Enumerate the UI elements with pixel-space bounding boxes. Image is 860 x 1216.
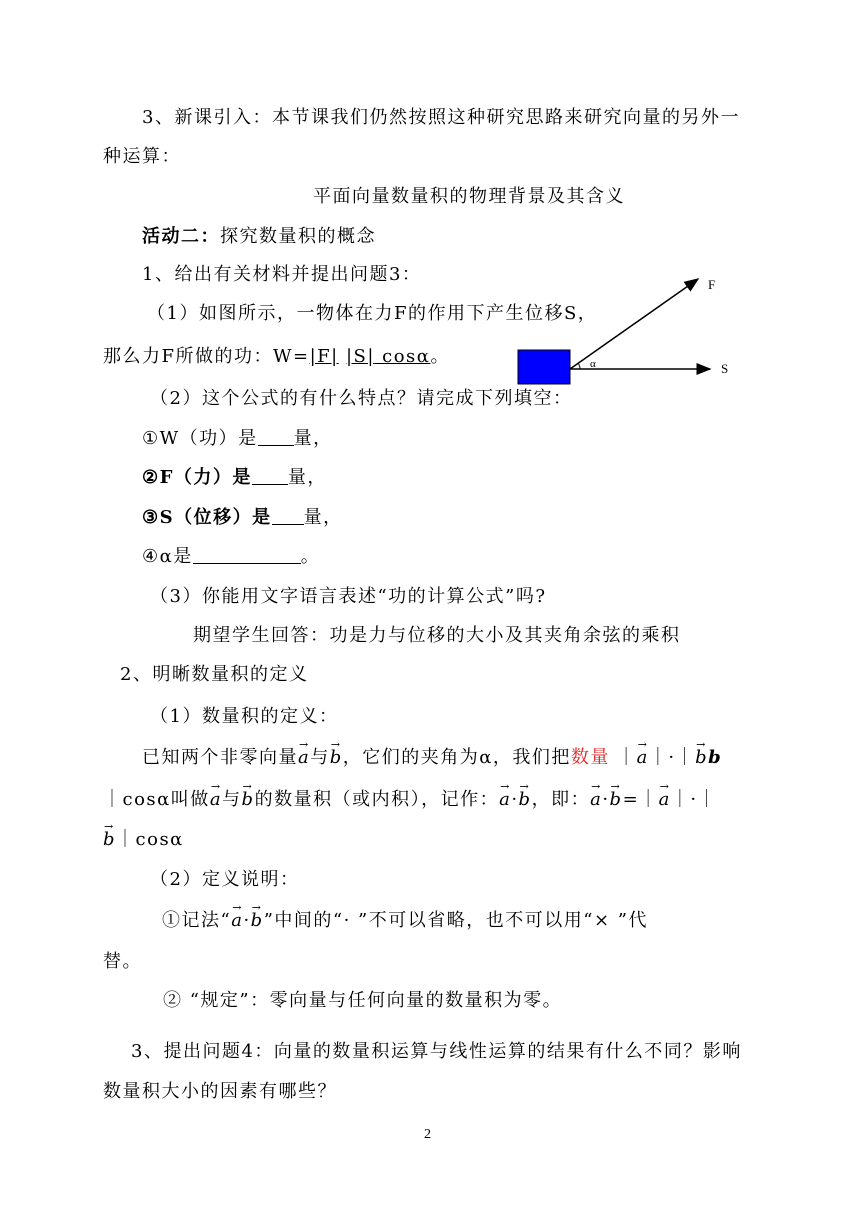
def-text: 与 <box>222 789 242 810</box>
def-text: 已知两个非零向量 <box>142 747 298 768</box>
notes-heading: （2）定义说明： <box>150 869 300 890</box>
angle-arc <box>578 363 580 369</box>
object-box <box>518 350 570 384</box>
vector-b: → b <box>103 828 116 852</box>
vector-b: → b <box>610 788 623 812</box>
angle-label: α <box>590 358 596 370</box>
def-text: ，它们的夹角为α，我们把 <box>342 747 571 768</box>
intro-line-1: 3、新课引入：本节课我们仍然按照这种研究思路来研究向量的另外一 <box>142 107 740 128</box>
section-title: 平面向量数量积的物理背景及其含义 <box>313 186 625 207</box>
vector-a: → a <box>210 788 222 812</box>
note-1-line-2: 替。 <box>103 951 142 972</box>
force-label: F <box>708 277 716 292</box>
blank-4-prefix: ④α是 <box>142 546 193 567</box>
blank-1 <box>142 427 333 451</box>
vector-b: → b <box>242 788 255 812</box>
part-3-text: （3）你能用文字语言表述“功的计算公式”吗? <box>150 586 547 607</box>
part-2-text: （2）这个公式的有什么特点？请完成下列填空： <box>150 388 573 409</box>
blank-3-prefix: ③S（位移）是 <box>142 507 272 528</box>
def-text: 的数量积（或内积），记作： <box>254 789 500 810</box>
definition-heading: （1）数量积的定义： <box>150 706 339 727</box>
page-number: 2 <box>424 1127 431 1142</box>
section-2-heading: 2、明晰数量积的定义 <box>120 664 309 685</box>
note-2: ② “规定”：零向量与任何向量的数量积为零。 <box>163 990 563 1011</box>
blank-1-suffix: 量， <box>293 428 333 449</box>
definition-line-2 <box>103 788 717 812</box>
blank-4-field[interactable] <box>193 545 301 564</box>
def-text: ｜·｜ <box>670 789 718 810</box>
activity-label: 活动二： <box>142 226 220 247</box>
blank-3 <box>142 506 343 530</box>
displacement-magnitude: |S| <box>345 346 375 367</box>
vector-b: → b <box>330 746 343 770</box>
definition-line-1 <box>142 746 722 770</box>
note-text: ①记法“ <box>162 910 232 931</box>
activity-two-heading <box>142 225 376 249</box>
displacement-label: S <box>721 361 729 376</box>
vector-b: → b <box>251 909 264 933</box>
dot-symbol: · <box>511 789 519 810</box>
cos-alpha: cosα <box>374 346 431 367</box>
def-text: ｜cosα <box>116 829 184 850</box>
question-4-line-1: 3、提出问题4：向量的数量积运算与线性运算的结果有什么不同？影响 <box>131 1041 742 1062</box>
def-text: ｜cosα叫做 <box>103 789 210 810</box>
blank-3-field[interactable] <box>272 506 304 525</box>
def-text: 与 <box>310 747 330 768</box>
vector-a: → a <box>659 788 671 812</box>
blank-1-prefix: ①W（功）是 <box>142 428 258 449</box>
vector-a: → a <box>231 909 243 933</box>
vector-a: → a <box>590 788 602 812</box>
part-1-text: （1）如图所示，一物体在力F的作用下产生位移S， <box>147 303 598 324</box>
work-prefix: 那么力F所做的功：W= <box>103 346 310 367</box>
work-formula <box>103 345 450 369</box>
expected-answer: 期望学生回答：功是力与位移的大小及其夹角余弦的乘积 <box>193 625 681 646</box>
vector-a: → a <box>298 746 310 770</box>
force-magnitude: |F| <box>309 346 339 367</box>
blank-2-suffix: 量， <box>287 467 327 488</box>
question-3-intro: 1、给出有关材料并提出问题3： <box>142 264 422 285</box>
quantity-highlight: 数量 <box>570 747 610 768</box>
vector-b: → b <box>519 788 532 812</box>
definition-line-3 <box>103 828 184 852</box>
def-text: ｜·｜ <box>648 747 696 768</box>
force-arrow <box>570 279 698 369</box>
blank-1-field[interactable] <box>258 427 294 446</box>
dot-symbol: · <box>243 910 251 931</box>
blank-2 <box>142 466 327 490</box>
blank-3-suffix: 量， <box>303 507 343 528</box>
blank-2-field[interactable] <box>252 466 288 485</box>
activity-topic: 探究数量积的概念 <box>220 226 376 247</box>
note-1-line-1 <box>162 909 648 933</box>
vector-a: → a <box>637 746 649 770</box>
vector-b: → b <box>695 746 708 770</box>
blank-4 <box>142 545 320 569</box>
def-text: ，即： <box>531 789 591 810</box>
work-end: 。 <box>430 346 450 367</box>
vector-a: → a <box>499 788 511 812</box>
def-text: =｜ <box>622 789 659 810</box>
blank-4-suffix: 。 <box>300 546 321 567</box>
question-4-line-2: 数量积大小的因素有哪些？ <box>103 1081 337 1102</box>
force-displacement-figure <box>510 275 760 385</box>
intro-line-2: 种运算： <box>103 146 181 167</box>
note-text: ”中间的“· ”不可以省略，也不可以用“× ”代 <box>263 910 648 931</box>
def-text: ｜ <box>617 747 637 768</box>
blank-2-prefix: ②F（力）是 <box>142 467 252 488</box>
vector-b-bold: b <box>708 747 723 768</box>
dot-symbol: · <box>602 789 610 810</box>
